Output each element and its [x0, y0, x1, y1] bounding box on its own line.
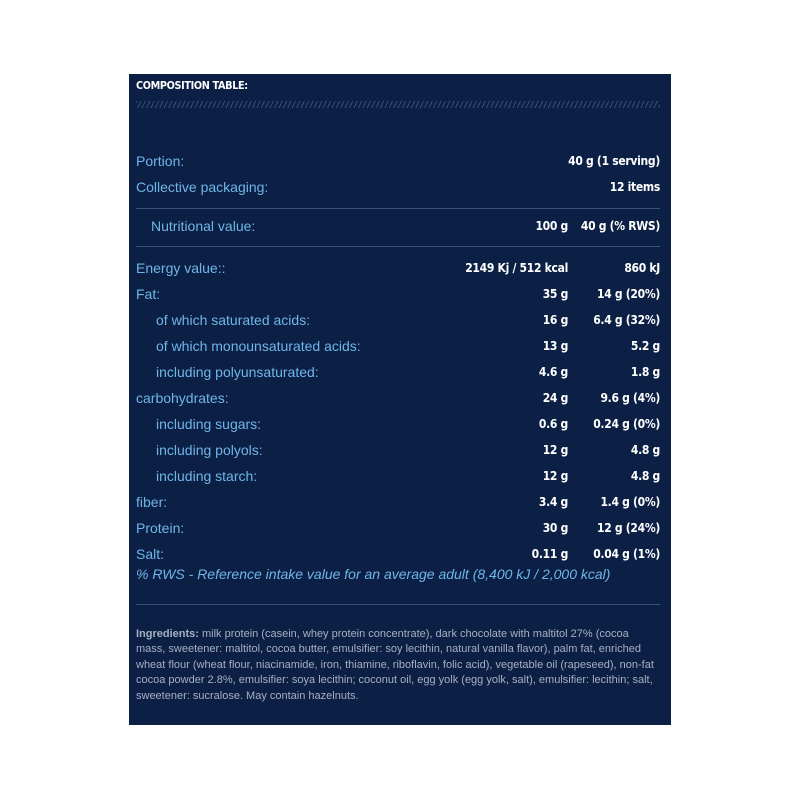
- divider: [136, 604, 660, 605]
- row-value-100g: 2149 Kj / 512 kcal: [465, 261, 568, 275]
- portion-row: [136, 151, 660, 171]
- row-value-100g: 24 g: [542, 391, 568, 405]
- row-label: of which monounsaturated acids:: [156, 338, 361, 354]
- table-row: [136, 258, 660, 278]
- row-value-40g: 1.4 g (0%): [600, 495, 660, 509]
- row-value-100g: 35 g: [542, 287, 568, 301]
- table-row: [136, 388, 660, 408]
- row-value-40g: 5.2 g: [630, 339, 660, 353]
- row-value-40g: 0.24 g (0%): [593, 417, 660, 431]
- row-value-40g: 6.4 g (32%): [593, 313, 660, 327]
- row-label: Protein:: [136, 520, 185, 536]
- table-row: [136, 414, 660, 434]
- row-value-100g: 0.11 g: [531, 547, 568, 561]
- table-row: [136, 544, 660, 564]
- row-value-40g: 9.6 g (4%): [600, 391, 660, 405]
- row-label: Fat:: [136, 286, 161, 302]
- table-row: [136, 284, 660, 304]
- row-label: Energy value::: [136, 260, 226, 276]
- composition-table-panel: [129, 74, 671, 725]
- panel-title: COMPOSITION TABLE:: [136, 79, 248, 92]
- packaging-value: 12 items: [609, 180, 660, 194]
- ingredients-label: Ingredients:: [136, 628, 199, 640]
- table-row: [136, 492, 660, 512]
- row-label: of which saturated acids:: [156, 312, 311, 328]
- row-value-40g: 1.8 g: [630, 365, 660, 379]
- row-value-100g: 12 g: [542, 469, 568, 483]
- header-col-40g: 40 g (% RWS): [580, 219, 660, 233]
- row-value-40g: 4.8 g: [630, 469, 660, 483]
- ingredients-text: [136, 627, 660, 704]
- portion-value: 40 g (1 serving): [568, 154, 660, 168]
- row-value-40g: 4.8 g: [630, 443, 660, 457]
- row-label: including starch:: [156, 468, 258, 484]
- table-row: [136, 336, 660, 356]
- divider: [136, 208, 660, 209]
- table-row: [136, 440, 660, 460]
- row-value-40g: 12 g (24%): [597, 521, 660, 535]
- row-value-100g: 4.6 g: [538, 365, 568, 379]
- row-label: Salt:: [136, 546, 165, 562]
- row-label: including polyunsaturated:: [156, 364, 319, 380]
- table-row: [136, 310, 660, 330]
- header-label: Nutritional value:: [151, 218, 256, 234]
- packaging-row: [136, 177, 660, 197]
- hatch-divider: [136, 101, 660, 108]
- packaging-label: Collective packaging:: [136, 179, 269, 195]
- row-label: including polyols:: [156, 442, 263, 458]
- ingredients-body: milk protein (casein, whey protein concentrate), dark chocolate with maltitol 27% (cocoa mass, sweetener: maltitol, cocoa butter, emulsifier: soy lecithin, natural vanilla flavor), palm fat, enriched wheat flour (wheat flour, niacinamide, iron, thiamine, riboflavin, folic acid), vegetable oil (rapeseed), non-fat cocoa powder 2.8%, emulsifier: soya lecithin; coconut oil, egg yolk (egg yolk, salt), emulsifier: lecithin; salt, sweetener: sucralose. May contain hazelnuts.: [136, 628, 654, 702]
- row-value-40g: 14 g (20%): [597, 287, 660, 301]
- row-value-100g: 3.4 g: [538, 495, 568, 509]
- table-header-row: [136, 216, 660, 236]
- row-value-100g: 12 g: [542, 443, 568, 457]
- rws-note: % RWS - Reference intake value for an average adult (8,400 kJ / 2,000 kcal): [136, 566, 611, 582]
- row-value-100g: 16 g: [542, 313, 568, 327]
- row-value-100g: 30 g: [542, 521, 568, 535]
- portion-label: Portion:: [136, 153, 185, 169]
- row-label: fiber:: [136, 494, 168, 510]
- table-row: [136, 518, 660, 538]
- row-value-40g: 860 kJ: [624, 261, 660, 275]
- row-label: carbohydrates:: [136, 390, 229, 406]
- table-row: [136, 362, 660, 382]
- row-label: including sugars:: [156, 416, 262, 432]
- row-value-40g: 0.04 g (1%): [593, 547, 660, 561]
- header-col-100g: 100 g: [535, 219, 568, 233]
- row-value-100g: 13 g: [542, 339, 568, 353]
- table-row: [136, 466, 660, 486]
- row-value-100g: 0.6 g: [538, 417, 568, 431]
- divider: [136, 246, 660, 247]
